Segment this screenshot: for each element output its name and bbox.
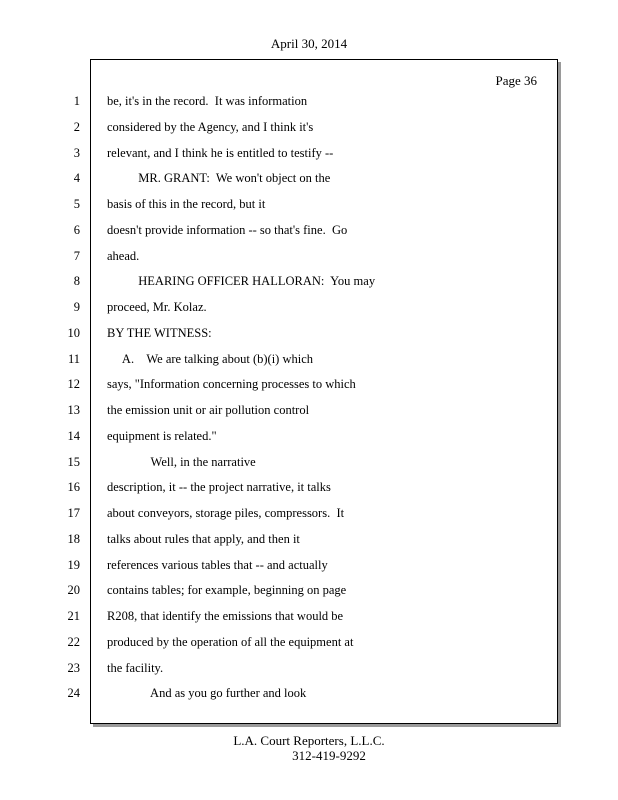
transcript-line: basis of this in the record, but it: [107, 197, 266, 211]
transcript-line: produced by the operation of all the equipment at: [107, 635, 354, 649]
line-number: 12: [67, 377, 80, 391]
line-number: 6: [73, 223, 80, 237]
line-number: 22: [67, 635, 80, 649]
line-number: 7: [73, 249, 80, 263]
transcript-line: says, "Information concerning processes to which: [107, 377, 356, 391]
line-number: 20: [67, 583, 80, 597]
line-number: 13: [67, 403, 80, 417]
page-number: Page 36: [495, 73, 537, 88]
line-number: 23: [67, 661, 80, 675]
transcript-line: MR. GRANT: We won't object on the: [107, 171, 331, 185]
line-number: 2: [73, 120, 80, 134]
transcript-line: talks about rules that apply, and then it: [107, 532, 300, 546]
transcript-line: A. We are talking about (b)(i) which: [107, 352, 313, 366]
line-number: 16: [67, 480, 80, 494]
transcript-line: the emission unit or air pollution control: [107, 403, 310, 417]
transcript-line: HEARING OFFICER HALLORAN: You may: [107, 274, 376, 288]
line-number: 14: [67, 429, 80, 443]
transcript-line: about conveyors, storage piles, compressors. It: [107, 506, 345, 520]
transcript-line: the facility.: [107, 661, 164, 675]
transcript-line: R208, that identify the emissions that would be: [107, 609, 344, 623]
line-number: 1: [73, 94, 80, 108]
transcript-line: description, it -- the project narrative, it talks: [107, 480, 331, 494]
line-number: 9: [73, 300, 80, 314]
transcript-line: references various tables that -- and actually: [107, 558, 328, 572]
line-number: 5: [73, 197, 80, 211]
line-number: 10: [67, 326, 80, 340]
line-number: 4: [73, 171, 80, 185]
transcript-line: doesn't provide information -- so that's fine. Go: [107, 223, 348, 237]
line-number: 15: [67, 455, 80, 469]
line-number: 17: [67, 506, 80, 520]
footer: [0, 733, 618, 763]
line-number: 11: [67, 352, 80, 366]
line-number: 8: [73, 274, 80, 288]
line-number: 3: [73, 146, 80, 160]
transcript-line: considered by the Agency, and I think it's: [107, 120, 314, 134]
transcript-line: Well, in the narrative: [107, 455, 256, 469]
transcript-line: BY THE WITNESS:: [107, 326, 212, 340]
transcript-line: relevant, and I think he is entitled to testify --: [107, 146, 334, 160]
header-date: April 30, 2014: [270, 36, 348, 51]
transcript-line: be, it's in the record. It was information: [107, 94, 308, 108]
transcript-line: equipment is related.": [107, 429, 217, 443]
line-number: 18: [67, 532, 80, 546]
line-number: 21: [67, 609, 80, 623]
footer-phone: 312-419-9292: [292, 748, 366, 763]
transcript-line: And as you go further and look: [107, 686, 307, 700]
line-number: 19: [67, 558, 80, 572]
transcript-line: contains tables; for example, beginning on page: [107, 583, 347, 597]
line-number: 24: [67, 686, 80, 700]
transcript-line: proceed, Mr. Kolaz.: [107, 300, 207, 314]
transcript-line: ahead.: [107, 249, 140, 263]
footer-company: L.A. Court Reporters, L.L.C.: [233, 733, 385, 748]
